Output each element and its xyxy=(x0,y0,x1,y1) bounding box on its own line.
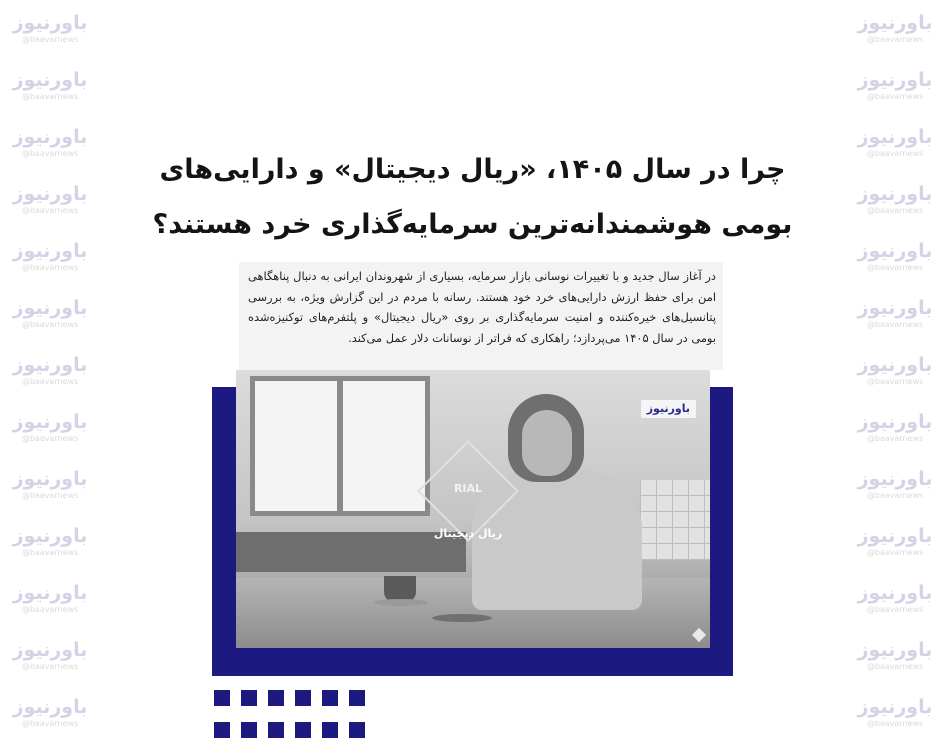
watermark-logo-text: باورنیوز xyxy=(857,468,933,490)
watermark-logo xyxy=(0,399,100,456)
watermark-logo xyxy=(0,57,100,114)
watermark-logo xyxy=(0,114,100,171)
photo-window xyxy=(250,376,430,516)
watermark-handle: @baavarnews xyxy=(21,548,79,557)
decorative-dot xyxy=(214,722,230,738)
watermark-logo-text: باورنیوز xyxy=(12,696,88,718)
lead-paragraph: در آغاز سال جدید و با تغییرات نوسانی بازار سرمایه، بسیاری از شهروندان ایرانی به دنبال پناهگاهی امن برای حفظ ارزش دارایی‌های خرد خود هستند. رسانه با مردم در این گزارش ویژه، به بررسی پتانسیل‌های خیره‌کننده و امنیت سرمایه‌گذاری بر روی «ریال دیجیتال» و پلتفرم‌های توکنیزه‌شده بومی در سال ۱۴۰۵ می‌پردازد؛ راهکاری که فراتر از نوسانات دلار عمل می‌کند. xyxy=(248,269,716,345)
photo-tiles xyxy=(640,480,710,560)
watermark-handle: @baavarnews xyxy=(21,605,79,614)
watermark-handle: @baavarnews xyxy=(21,92,79,101)
watermark-logo xyxy=(845,114,945,171)
watermark-handle: @baavarnews xyxy=(866,92,924,101)
watermark-handle: @baavarnews xyxy=(866,320,924,329)
watermark-logo-text: باورنیوز xyxy=(857,354,933,376)
rial-emblem-text: RIAL xyxy=(453,482,483,495)
watermark-handle: @baavarnews xyxy=(21,377,79,386)
decorative-dot xyxy=(241,722,257,738)
watermark-logo-text: باورنیوز xyxy=(12,69,88,91)
photo-logo-badge: باورنیوز xyxy=(641,400,696,418)
decorative-dot xyxy=(322,690,338,706)
watermark-logo-text: باورنیوز xyxy=(12,12,88,34)
watermark-handle: @baavarnews xyxy=(866,434,924,443)
headline-line-2: بومی هوشمندانه‌ترین سرمایه‌گذاری خرد هستند؟ xyxy=(152,209,793,240)
watermark-handle: @baavarnews xyxy=(866,377,924,386)
watermark-logo-text: باورنیوز xyxy=(12,126,88,148)
watermark-logo xyxy=(0,228,100,285)
watermark-logo xyxy=(845,627,945,684)
article-photo xyxy=(236,370,710,648)
watermark-handle: @baavarnews xyxy=(21,35,79,44)
decorative-dot xyxy=(268,722,284,738)
watermark-logo-text: باورنیوز xyxy=(857,696,933,718)
watermark-handle: @baavarnews xyxy=(866,662,924,671)
watermark-logo-text: باورنیوز xyxy=(857,297,933,319)
watermark-handle: @baavarnews xyxy=(866,719,924,728)
decorative-dot xyxy=(268,690,284,706)
decorative-dot xyxy=(322,722,338,738)
decorative-dot xyxy=(349,690,365,706)
saucer-icon xyxy=(374,599,428,606)
watermark-logo xyxy=(0,342,100,399)
watermark-logo-text: باورنیوز xyxy=(12,411,88,433)
watermark-logo-text: باورنیوز xyxy=(12,183,88,205)
watermark-logo-text: باورنیوز xyxy=(857,240,933,262)
watermark-logo-text: باورنیوز xyxy=(12,297,88,319)
watermark-logo xyxy=(0,171,100,228)
watermark-handle: @baavarnews xyxy=(866,35,924,44)
watermark-logo xyxy=(845,456,945,513)
headline-line-1: چرا در سال ۱۴۰۵، «ریال دیجیتال» و دارایی‌های xyxy=(159,154,786,185)
watermark-logo xyxy=(0,0,100,57)
watermark-logo xyxy=(845,513,945,570)
watermark-logo xyxy=(845,171,945,228)
watermark-logo xyxy=(845,228,945,285)
watermark-column-left xyxy=(0,0,100,756)
watermark-logo-text: باورنیوز xyxy=(12,639,88,661)
watermark-handle: @baavarnews xyxy=(866,548,924,557)
watermark-column-right xyxy=(845,0,945,756)
decorative-dot xyxy=(241,690,257,706)
watermark-handle: @baavarnews xyxy=(21,719,79,728)
watermark-logo xyxy=(0,285,100,342)
watermark-logo-text: باورنیوز xyxy=(857,411,933,433)
watermark-logo-text: باورنیوز xyxy=(857,582,933,604)
watermark-logo xyxy=(845,0,945,57)
watermark-logo-text: باورنیوز xyxy=(857,183,933,205)
watermark-logo xyxy=(845,285,945,342)
watermark-logo xyxy=(0,627,100,684)
watermark-handle: @baavarnews xyxy=(866,206,924,215)
decorative-dot xyxy=(349,722,365,738)
watermark-logo-text: باورنیوز xyxy=(12,525,88,547)
watermark-handle: @baavarnews xyxy=(21,263,79,272)
watermark-logo-text: باورنیوز xyxy=(857,126,933,148)
rial-caption: ریال دیجیتال xyxy=(433,527,503,540)
watermark-handle: @baavarnews xyxy=(21,320,79,329)
watermark-handle: @baavarnews xyxy=(866,149,924,158)
watermark-logo-text: باورنیوز xyxy=(12,354,88,376)
watermark-logo xyxy=(845,342,945,399)
decorative-dot xyxy=(295,722,311,738)
watermark-logo xyxy=(845,399,945,456)
watermark-logo xyxy=(0,684,100,741)
watermark-handle: @baavarnews xyxy=(866,491,924,500)
watermark-logo xyxy=(845,57,945,114)
watermark-logo xyxy=(845,684,945,741)
watermark-logo xyxy=(845,570,945,627)
watermark-logo-text: باورنیوز xyxy=(12,240,88,262)
watermark-handle: @baavarnews xyxy=(21,491,79,500)
watermark-logo-text: باورنیوز xyxy=(857,525,933,547)
watermark-logo-text: باورنیوز xyxy=(857,12,933,34)
decorative-dot-grid xyxy=(214,690,374,740)
watermark-logo xyxy=(0,513,100,570)
watermark-logo-text: باورنیوز xyxy=(12,468,88,490)
watermark-logo xyxy=(0,570,100,627)
decorative-dot xyxy=(214,690,230,706)
watermark-handle: @baavarnews xyxy=(866,605,924,614)
decorative-dot xyxy=(295,690,311,706)
watermark-handle: @baavarnews xyxy=(21,149,79,158)
watermark-logo-text: باورنیوز xyxy=(12,582,88,604)
watermark-handle: @baavarnews xyxy=(21,434,79,443)
watermark-logo-text: باورنیوز xyxy=(857,69,933,91)
watermark-logo xyxy=(0,456,100,513)
watermark-handle: @baavarnews xyxy=(866,263,924,272)
watermark-handle: @baavarnews xyxy=(21,662,79,671)
watermark-handle: @baavarnews xyxy=(21,206,79,215)
coins-icon xyxy=(432,614,492,622)
watermark-logo-text: باورنیوز xyxy=(857,639,933,661)
photo-person-face xyxy=(522,410,572,476)
